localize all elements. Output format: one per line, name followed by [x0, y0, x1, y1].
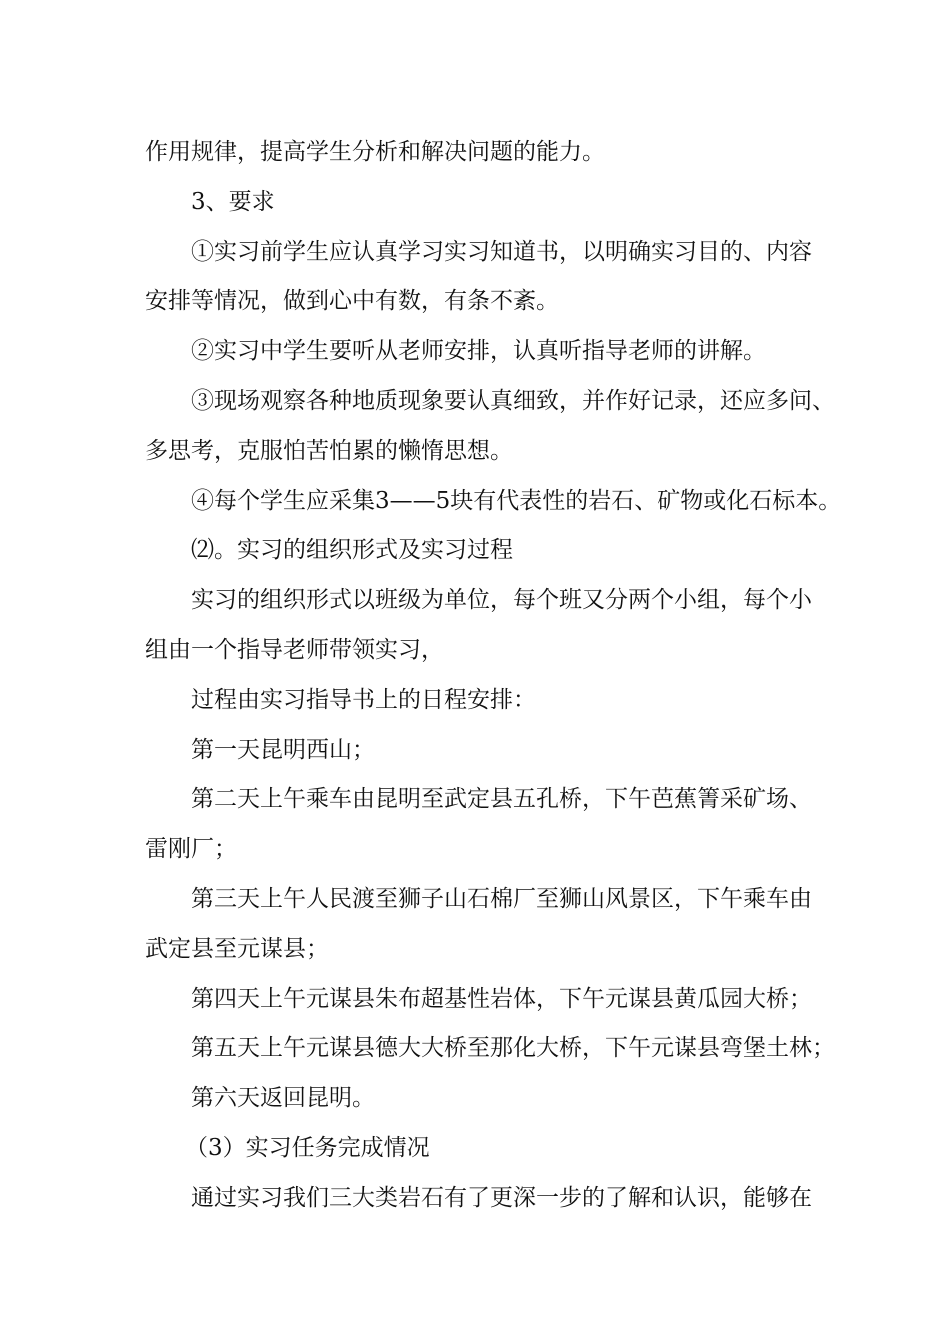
text-line: ③现场观察各种地质现象要认真细致，并作好记录，还应多问、	[191, 387, 835, 414]
text-line: 实习的组织形式以班级为单位，每个班又分两个小组，每个小	[191, 587, 812, 614]
text-line: 安排等情况，做到心中有数，有条不紊。	[145, 288, 559, 315]
text-line: ①实习前学生应认真学习实习知道书，以明确实习目的、内容	[191, 238, 812, 265]
text-line: 过程由实习指导书上的日程安排：	[191, 686, 536, 713]
schedule-line: 第六天返回昆明。	[191, 1085, 375, 1112]
document-body	[145, 128, 842, 1224]
text-line: ②实习中学生要听从老师安排，认真听指导老师的讲解。	[191, 338, 766, 365]
section-heading: 3、要求	[191, 188, 275, 215]
text-line: 多思考，克服怕苦怕累的懒惰思想。	[145, 437, 513, 464]
section-heading: ⑵。实习的组织形式及实习过程	[191, 537, 513, 564]
schedule-line: 第五天上午元谋县德大大桥至那化大桥，下午元谋县弯堡土林；	[191, 1035, 835, 1062]
text-line: 通过实习我们三大类岩石有了更深一步的了解和认识，能够在	[191, 1184, 812, 1211]
text-line: 组由一个指导老师带领实习，	[145, 636, 444, 663]
schedule-line: 雷刚厂；	[145, 836, 237, 863]
section-heading: （3）实习任务完成情况	[185, 1134, 430, 1161]
text-line: 作用规律，提高学生分析和解决问题的能力。	[145, 139, 605, 165]
schedule-line: 第三天上午人民渡至狮子山石棉厂至狮山风景区，下午乘车由	[191, 885, 812, 912]
schedule-line: 第一天昆明西山；	[191, 736, 375, 763]
schedule-line: 武定县至元谋县；	[145, 935, 329, 962]
text-line: ④每个学生应采集3——5块有代表性的岩石、矿物或化石标本。	[191, 487, 842, 514]
schedule-line: 第四天上午元谋县朱布超基性岩体，下午元谋县黄瓜园大桥；	[191, 985, 812, 1012]
schedule-line: 第二天上午乘车由昆明至武定县五孔桥，下午芭蕉箐采矿场、	[191, 786, 812, 813]
